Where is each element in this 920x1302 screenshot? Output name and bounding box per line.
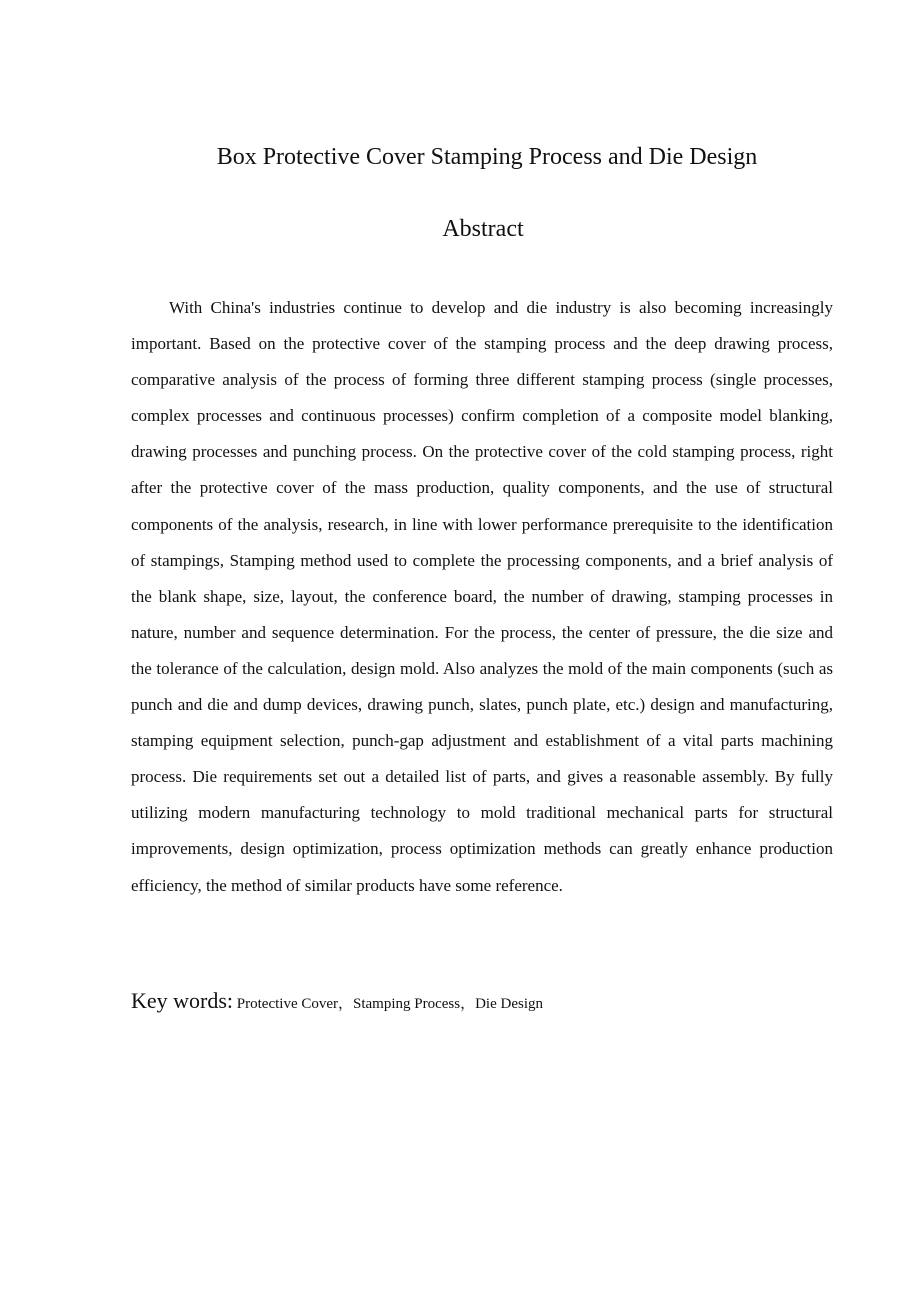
abstract-heading: Abstract [442, 216, 524, 242]
document-title: Box Protective Cover Stamping Process and Die Design [216, 144, 758, 170]
keywords-values: Protective Cover，Stamping Process，Die Design [233, 996, 544, 1012]
keywords-line [131, 984, 833, 1021]
abstract-body: With China's industries continue to develop and die industry is also becoming increasingly important. Based on the protective cover of the stamping process and the deep drawing process, comparative analysis of the process of forming three different stamping process (single processes, complex processes and continuous processes) confirm completion of a composite model blanking, drawing processes and punching process. On the protective cover of the cold stamping process, right after the protective cover of the mass production, quality components, and the use of structural components of the analysis, research, in line with lower performance prerequisite to the identification of stampings, Stamping method used to complete the processing components, and a brief analysis of the blank shape, size, layout, the conference board, the number of drawing, stamping processes in nature, number and sequence determination. For the process, the center of pressure, the die size and the tolerance of the calculation, design mold. Also analyzes the mold of the main components (such as punch and die and dump devices, drawing punch, slates, punch plate, etc.) design and manufacturing, stamping equipment selection, punch-gap adjustment and establishment of a vital parts machining process. Die requirements set out a detailed list of parts, and gives a reasonable assembly. By fully utilizing modern manufacturing technology to mold traditional mechanical parts for structural improvements, design optimization, process optimization methods can greatly enhance production efficiency, the method of similar products have some reference. [131, 298, 833, 895]
keywords-label: Key words: [131, 988, 234, 1013]
